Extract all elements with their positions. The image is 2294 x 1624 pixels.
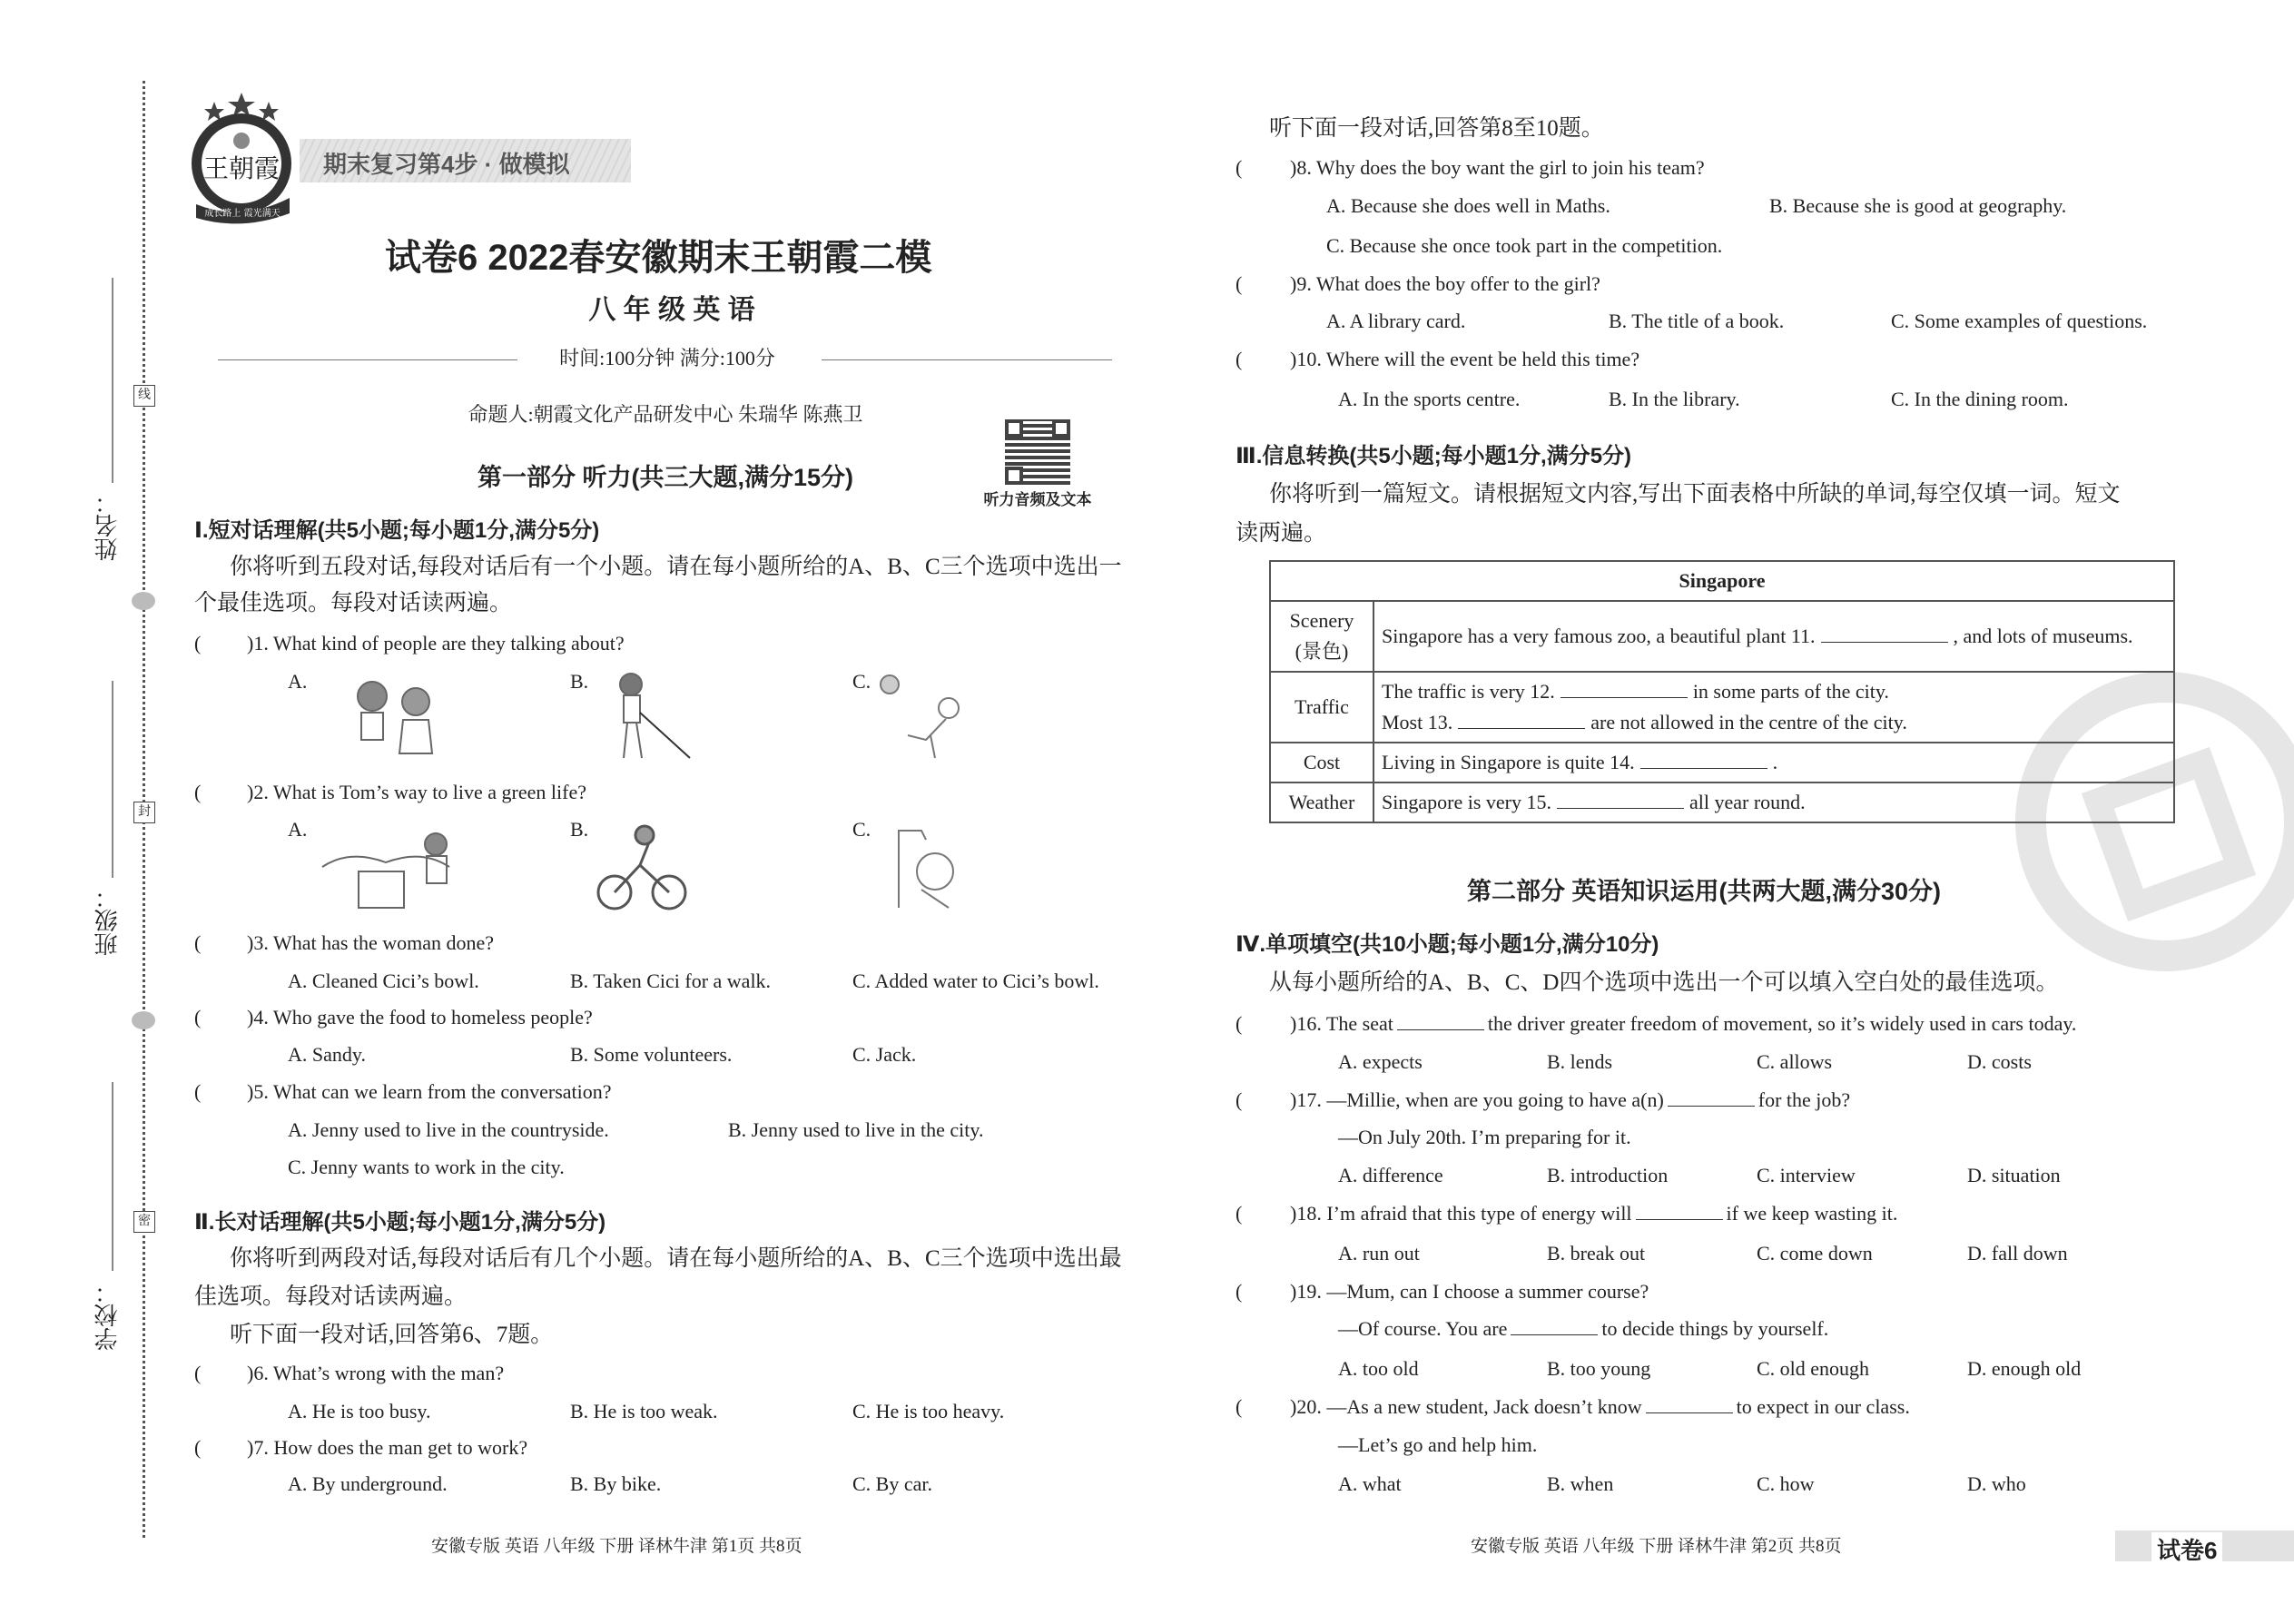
question-text: )2. What is Tom’s way to live a green life? — [247, 781, 586, 803]
qr-caption: 听力音频及文本 — [983, 491, 1092, 508]
school-label: 学校： — [94, 1280, 121, 1351]
brand-logo — [182, 91, 300, 227]
question-text: )18. I’m afraid that this type of energy will if we keep wasting it. — [1290, 1202, 1898, 1225]
banner-text: 期末复习第4步 · 做模拟 — [323, 151, 570, 178]
question-text: )17. —Millie, when are you going to have a(n) for the job? — [1290, 1088, 1851, 1111]
part1-title: 第一部分 听力(共三大题,满分15分) — [477, 464, 854, 491]
option-a[interactable]: A. A library card. — [1326, 310, 1466, 332]
svg-text:王朝霞: 王朝霞 — [202, 153, 281, 183]
question-text: )16. The seat the driver greater freedom of movement, so it’s widely used in cars today. — [1290, 1012, 2077, 1035]
option-c[interactable]: C. Added water to Cici’s bowl. — [852, 969, 1099, 992]
option-b[interactable]: B. too young — [1547, 1357, 1651, 1380]
option-b[interactable]: B. — [570, 670, 589, 693]
option-d[interactable]: D. costs — [1967, 1050, 2032, 1073]
decorative-swirl-icon — [132, 1011, 155, 1029]
footer-page-2: 安徽专版 英语 八年级 下册 译林牛津 第2页 共8页 — [1471, 1537, 1842, 1556]
section3-title: Ⅲ.信息转换(共5小题;每小题1分,满分5分) — [1236, 444, 1632, 468]
footer-page-1: 安徽专版 英语 八年级 下册 译林牛津 第1页 共8页 — [431, 1537, 802, 1556]
option-a[interactable]: A. — [288, 670, 308, 693]
option-c[interactable]: C. Some examples of questions. — [1891, 310, 2148, 332]
answer-blank[interactable]: ( — [1236, 272, 1243, 295]
option-c[interactable]: C. Because she once took part in the competition. — [1326, 234, 1723, 257]
school-fill-line[interactable] — [112, 1082, 113, 1271]
exam-authors: 命题人:朝霞文化产品研发中心 朱瑞华 陈燕卫 — [468, 403, 863, 426]
answer-blank-15[interactable] — [1557, 792, 1684, 809]
review-step-banner — [300, 139, 631, 182]
section1-instruction-cont: 个最佳选项。每段对话读两遍。 — [194, 591, 513, 615]
option-b[interactable]: B. He is too weak. — [570, 1400, 718, 1422]
option-a[interactable]: A. Jenny used to live in the countryside. — [288, 1118, 609, 1141]
dialogue-2-instruction: 听下面一段对话,回答第8至10题。 — [1269, 116, 1604, 141]
question-reply: —Let’s go and help him. — [1338, 1433, 1538, 1456]
option-c[interactable]: C. — [852, 670, 871, 693]
option-a[interactable]: A. expects — [1338, 1050, 1423, 1073]
section2-title: Ⅱ.长对话理解(共5小题;每小题1分,满分5分) — [194, 1210, 606, 1235]
table-row — [1270, 601, 2174, 672]
question-text: )4. Who gave the food to homeless people? — [247, 1006, 593, 1029]
answer-blank[interactable]: ( — [194, 931, 202, 954]
question-reply: —On July 20th. I’m preparing for it. — [1338, 1126, 1631, 1148]
option-a[interactable]: A. Cleaned Cici’s bowl. — [288, 969, 479, 992]
answer-blank[interactable]: ( — [194, 632, 202, 655]
boy-riding-bike-image — [595, 824, 690, 915]
option-a[interactable]: A. By underground. — [288, 1472, 448, 1495]
section1-instruction: 你将听到五段对话,每段对话后有一个小题。请在每小题所给的A、B、C三个选项中选出一 — [230, 555, 1122, 579]
question-text: )10. Where will the event be held this time? — [1290, 348, 1640, 370]
option-c[interactable]: C. allows — [1757, 1050, 1833, 1073]
option-c[interactable]: C. how — [1757, 1472, 1815, 1495]
option-c[interactable]: C. Jack. — [852, 1043, 917, 1066]
option-b[interactable]: B. The title of a book. — [1609, 310, 1785, 332]
option-a[interactable]: A. Sandy. — [288, 1043, 366, 1066]
time-score-info: 时间:100分钟 满分:100分 — [559, 347, 775, 369]
table-row — [1270, 672, 2174, 743]
option-a[interactable]: A. In the sports centre. — [1338, 388, 1521, 410]
option-c[interactable]: C. Jenny wants to work in the city. — [288, 1156, 565, 1178]
table-heading: Singapore — [1270, 561, 2174, 601]
seal-char-feng: 封 — [133, 802, 155, 823]
answer-blank[interactable]: ( — [194, 1080, 202, 1103]
exam-subtitle: 八 年 级 英 语 — [588, 295, 755, 325]
question-text: )19. —Mum, can I choose a summer course? — [1290, 1280, 1649, 1303]
answer-blank[interactable]: ( — [1236, 1202, 1243, 1225]
option-c[interactable]: C. old enough — [1757, 1357, 1870, 1380]
answer-blank[interactable]: ( — [1236, 1012, 1243, 1035]
question-reply: —Of course. You are to decide things by yourself. — [1338, 1317, 1829, 1340]
option-b[interactable]: B. lends — [1547, 1050, 1613, 1073]
option-b[interactable]: B. Taken Cici for a walk. — [570, 969, 772, 992]
answer-blank-13[interactable] — [1458, 712, 1585, 729]
section4-instruction: 从每小题所给的A、B、C、D四个选项中选出一个可以填入空白处的最佳选项。 — [1269, 970, 2059, 995]
dialogue-1-instruction: 听下面一段对话,回答第6、7题。 — [230, 1323, 554, 1347]
section4-title: Ⅳ.单项填空(共10小题;每小题1分,满分10分) — [1236, 932, 1659, 957]
row-key: Traffic — [1270, 672, 1373, 743]
part2-title: 第二部分 英语知识运用(共两大题,满分30分) — [1466, 878, 1942, 905]
option-d[interactable]: D. who — [1967, 1472, 2026, 1495]
option-d[interactable]: D. enough old — [1967, 1357, 2082, 1380]
row-value: The traffic is very 12. in some parts of the city. Most 13. are not allowed in the centre of the city. — [1373, 672, 2174, 743]
class-fill-line[interactable] — [112, 681, 113, 878]
table-row — [1270, 743, 2174, 782]
row-value: Singapore has a very famous zoo, a beautiful plant 11. , and lots of museums. — [1373, 601, 2174, 672]
qr-code[interactable] — [1005, 419, 1070, 485]
divider-right — [822, 359, 1112, 360]
section3-instruction: 你将听到一篇短文。请根据短文内容,写出下面表格中所缺的单词,每空仅填一词。短文 — [1269, 482, 2121, 507]
question-text: )20. —As a new student, Jack doesn’t know to expect in our class. — [1290, 1395, 1910, 1418]
row-value: Living in Singapore is quite 14. . — [1373, 743, 2174, 782]
answer-blank[interactable]: ( — [1236, 1395, 1243, 1418]
question-text: )1. What kind of people are they talking about? — [247, 632, 625, 655]
option-a[interactable]: A. He is too busy. — [288, 1400, 431, 1422]
answer-blank[interactable]: ( — [194, 1362, 202, 1384]
exam-number-tab — [2115, 1530, 2294, 1564]
question-text: )8. Why does the boy want the girl to join his team? — [1290, 156, 1705, 179]
exam-title: 试卷6 2022春安徽期末王朝霞二模 — [385, 238, 932, 278]
answer-blank[interactable]: ( — [1236, 1280, 1243, 1303]
option-d[interactable]: D. fall down — [1967, 1242, 2068, 1265]
row-key: Cost — [1270, 743, 1373, 782]
singapore-info-table — [1269, 560, 2175, 823]
svg-text:成长路上 霞光满天: 成长路上 霞光满天 — [204, 209, 281, 219]
option-c[interactable]: C. come down — [1757, 1242, 1873, 1265]
row-key: Scenery (景色) — [1270, 601, 1373, 672]
option-c[interactable]: C. interview — [1757, 1164, 1856, 1186]
option-b[interactable]: B. Jenny used to live in the city. — [728, 1118, 984, 1141]
divider-left — [218, 359, 517, 360]
child-playing-in-sun-image — [871, 672, 971, 763]
answer-blank-11[interactable] — [1821, 625, 1948, 643]
option-a[interactable]: A. run out — [1338, 1242, 1420, 1265]
option-c[interactable]: C. — [852, 818, 871, 841]
option-c[interactable]: C. He is too heavy. — [852, 1400, 1005, 1422]
option-b[interactable]: B. In the library. — [1609, 388, 1740, 410]
option-b[interactable]: B. Some volunteers. — [570, 1043, 733, 1066]
two-children-talking-image — [345, 676, 445, 763]
recycling-bin-boy-image — [313, 831, 486, 912]
option-a[interactable]: A. — [288, 818, 308, 841]
answer-blank[interactable]: ( — [1236, 156, 1243, 179]
answer-blank-14[interactable] — [1640, 752, 1767, 769]
name-fill-line[interactable] — [112, 278, 113, 483]
option-b[interactable]: B. introduction — [1547, 1164, 1669, 1186]
exam-number-label: 试卷6 — [2151, 1532, 2222, 1566]
row-value: Singapore is very 15. all year round. — [1373, 782, 2174, 822]
option-a[interactable]: A. what — [1338, 1472, 1402, 1495]
option-b[interactable]: B. By bike. — [570, 1472, 662, 1495]
option-b[interactable]: B. break out — [1547, 1242, 1646, 1265]
table-row — [1270, 782, 2174, 822]
answer-blank[interactable]: ( — [1236, 348, 1243, 370]
option-d[interactable]: D. situation — [1967, 1164, 2061, 1186]
section3-instruction-cont: 读两遍。 — [1236, 521, 1327, 546]
option-b[interactable]: B. — [570, 818, 589, 841]
question-text: )5. What can we learn from the conversation? — [247, 1080, 612, 1103]
option-a[interactable]: A. Because she does well in Maths. — [1326, 194, 1610, 217]
question-text: )9. What does the boy offer to the girl? — [1290, 272, 1600, 295]
option-c[interactable]: C. By car. — [852, 1472, 932, 1495]
answer-blank[interactable]: ( — [194, 1436, 202, 1459]
seal-char-xian: 线 — [133, 385, 155, 407]
option-a[interactable]: A. difference — [1338, 1164, 1443, 1186]
question-text: )7. How does the man get to work? — [247, 1436, 528, 1459]
answer-blank[interactable]: ( — [194, 781, 202, 803]
answer-blank[interactable]: ( — [1236, 1088, 1243, 1111]
answer-blank[interactable]: ( — [194, 1006, 202, 1029]
question-text: )3. What has the woman done? — [247, 931, 495, 954]
option-b[interactable]: B. when — [1547, 1472, 1614, 1495]
section2-instruction-cont: 佳选项。每段对话读两遍。 — [194, 1284, 468, 1309]
seal-char-mi: 密 — [133, 1211, 155, 1233]
option-b[interactable]: B. Because she is good at geography. — [1769, 194, 2067, 217]
blind-man-with-cane-image — [604, 672, 704, 763]
class-label: 班级： — [94, 885, 121, 956]
row-key: Weather — [1270, 782, 1373, 822]
question-text: )6. What’s wrong with the man? — [247, 1362, 505, 1384]
answer-blank-12[interactable] — [1561, 681, 1688, 698]
name-label: 姓名： — [94, 490, 121, 561]
option-a[interactable]: A. too old — [1338, 1357, 1419, 1380]
option-c[interactable]: C. In the dining room. — [1891, 388, 2069, 410]
section2-instruction: 你将听到两段对话,每段对话后有几个小题。请在每小题所给的A、B、C三个选项中选出最 — [230, 1246, 1122, 1271]
section1-title: Ⅰ.短对话理解(共5小题;每小题1分,满分5分) — [194, 518, 600, 543]
decorative-swirl-icon — [132, 592, 155, 610]
person-showering-image — [885, 822, 967, 912]
